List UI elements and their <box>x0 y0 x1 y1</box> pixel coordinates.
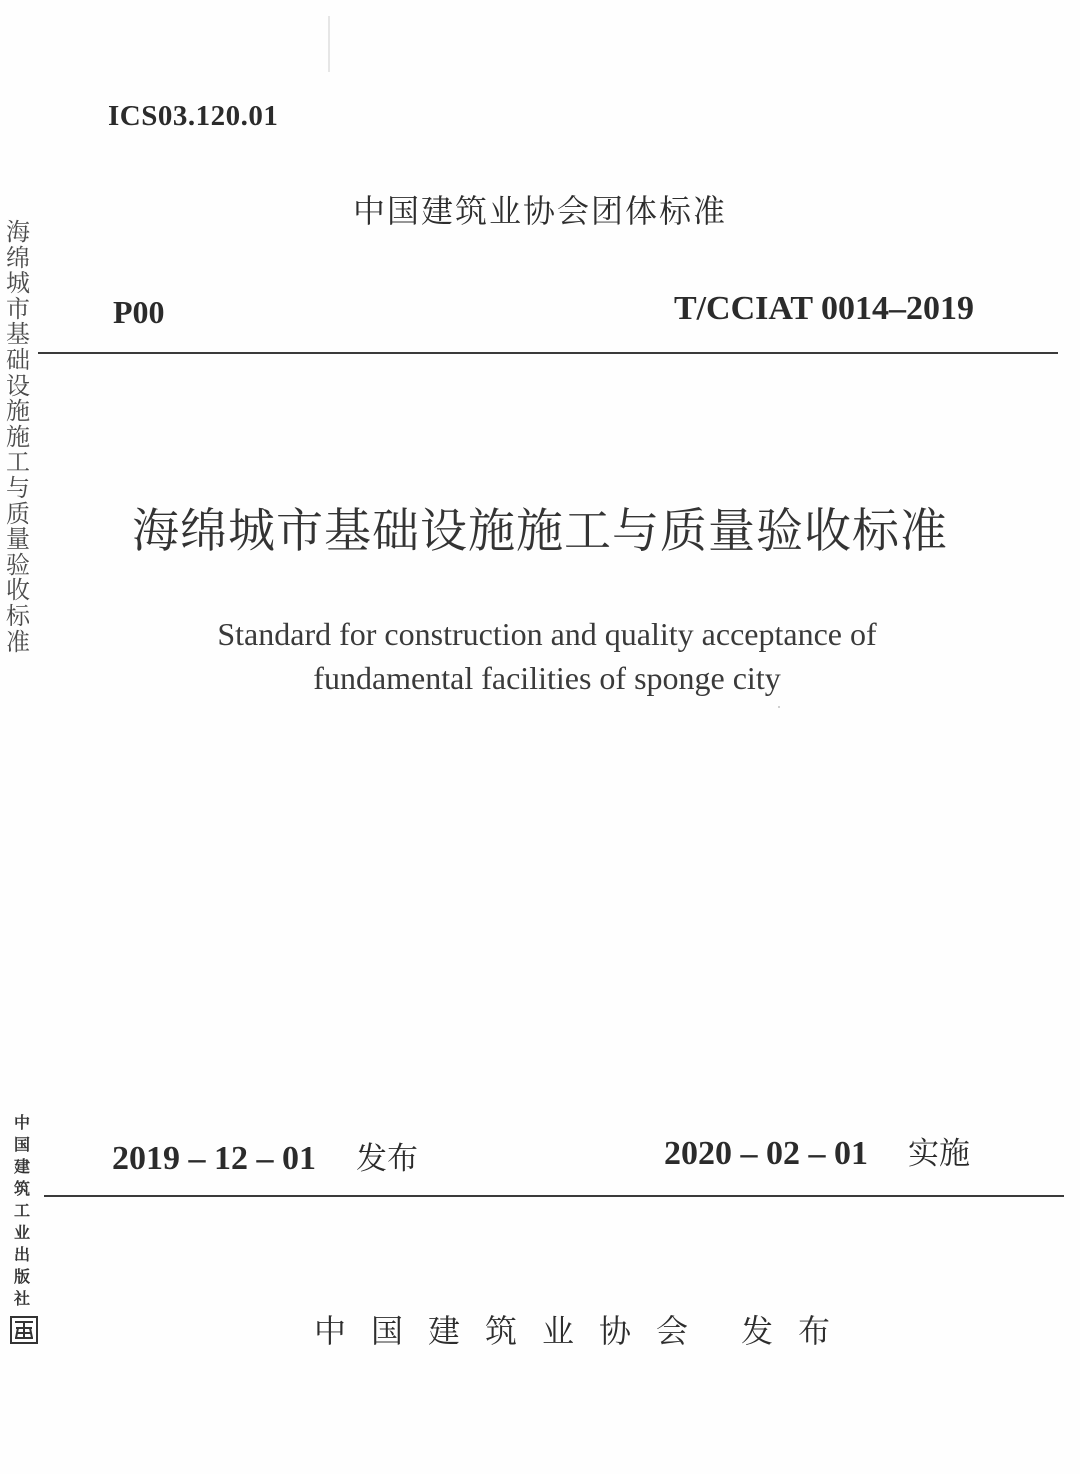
issue-date: 2019 – 12 – 01 <box>112 1140 316 1177</box>
bottom-divider <box>44 1195 1064 1197</box>
scan-artifact <box>328 16 330 72</box>
issue-label: 发布 <box>356 1141 418 1177</box>
top-divider <box>38 352 1058 354</box>
scan-speck <box>778 706 780 708</box>
title-chinese: 海绵城市基础设施施工与质量验收标准 <box>132 504 948 559</box>
ics-code: ICS03.120.01 <box>108 100 279 132</box>
issuer-name: 中国建筑业协会 <box>314 1312 714 1350</box>
implementation-date: 2020 – 02 – 01 <box>664 1135 868 1172</box>
classification-code: P00 <box>113 294 165 330</box>
title-english-line-2: fundamental facilities of sponge city <box>313 660 781 696</box>
issue-date-block <box>112 1133 418 1178</box>
title-english <box>0 612 1080 700</box>
publisher-logo-icon <box>10 1316 38 1344</box>
spine-title: 海绵城市基础设施施工与质量验收标准 <box>6 218 30 656</box>
implementation-label: 实施 <box>908 1136 970 1172</box>
standard-number: T/CCIAT 0014–2019 <box>673 290 974 327</box>
title-english-line-1: Standard for construction and quality acceptance of <box>217 616 877 652</box>
organization-standard-heading: 中国建筑业协会团体标准 <box>352 192 727 230</box>
issuer-line <box>314 1306 855 1352</box>
spine-publisher: 中国建筑工业出版社 <box>13 1113 30 1308</box>
issuer-release-label: 发布 <box>741 1312 856 1350</box>
implementation-date-block <box>664 1128 970 1173</box>
